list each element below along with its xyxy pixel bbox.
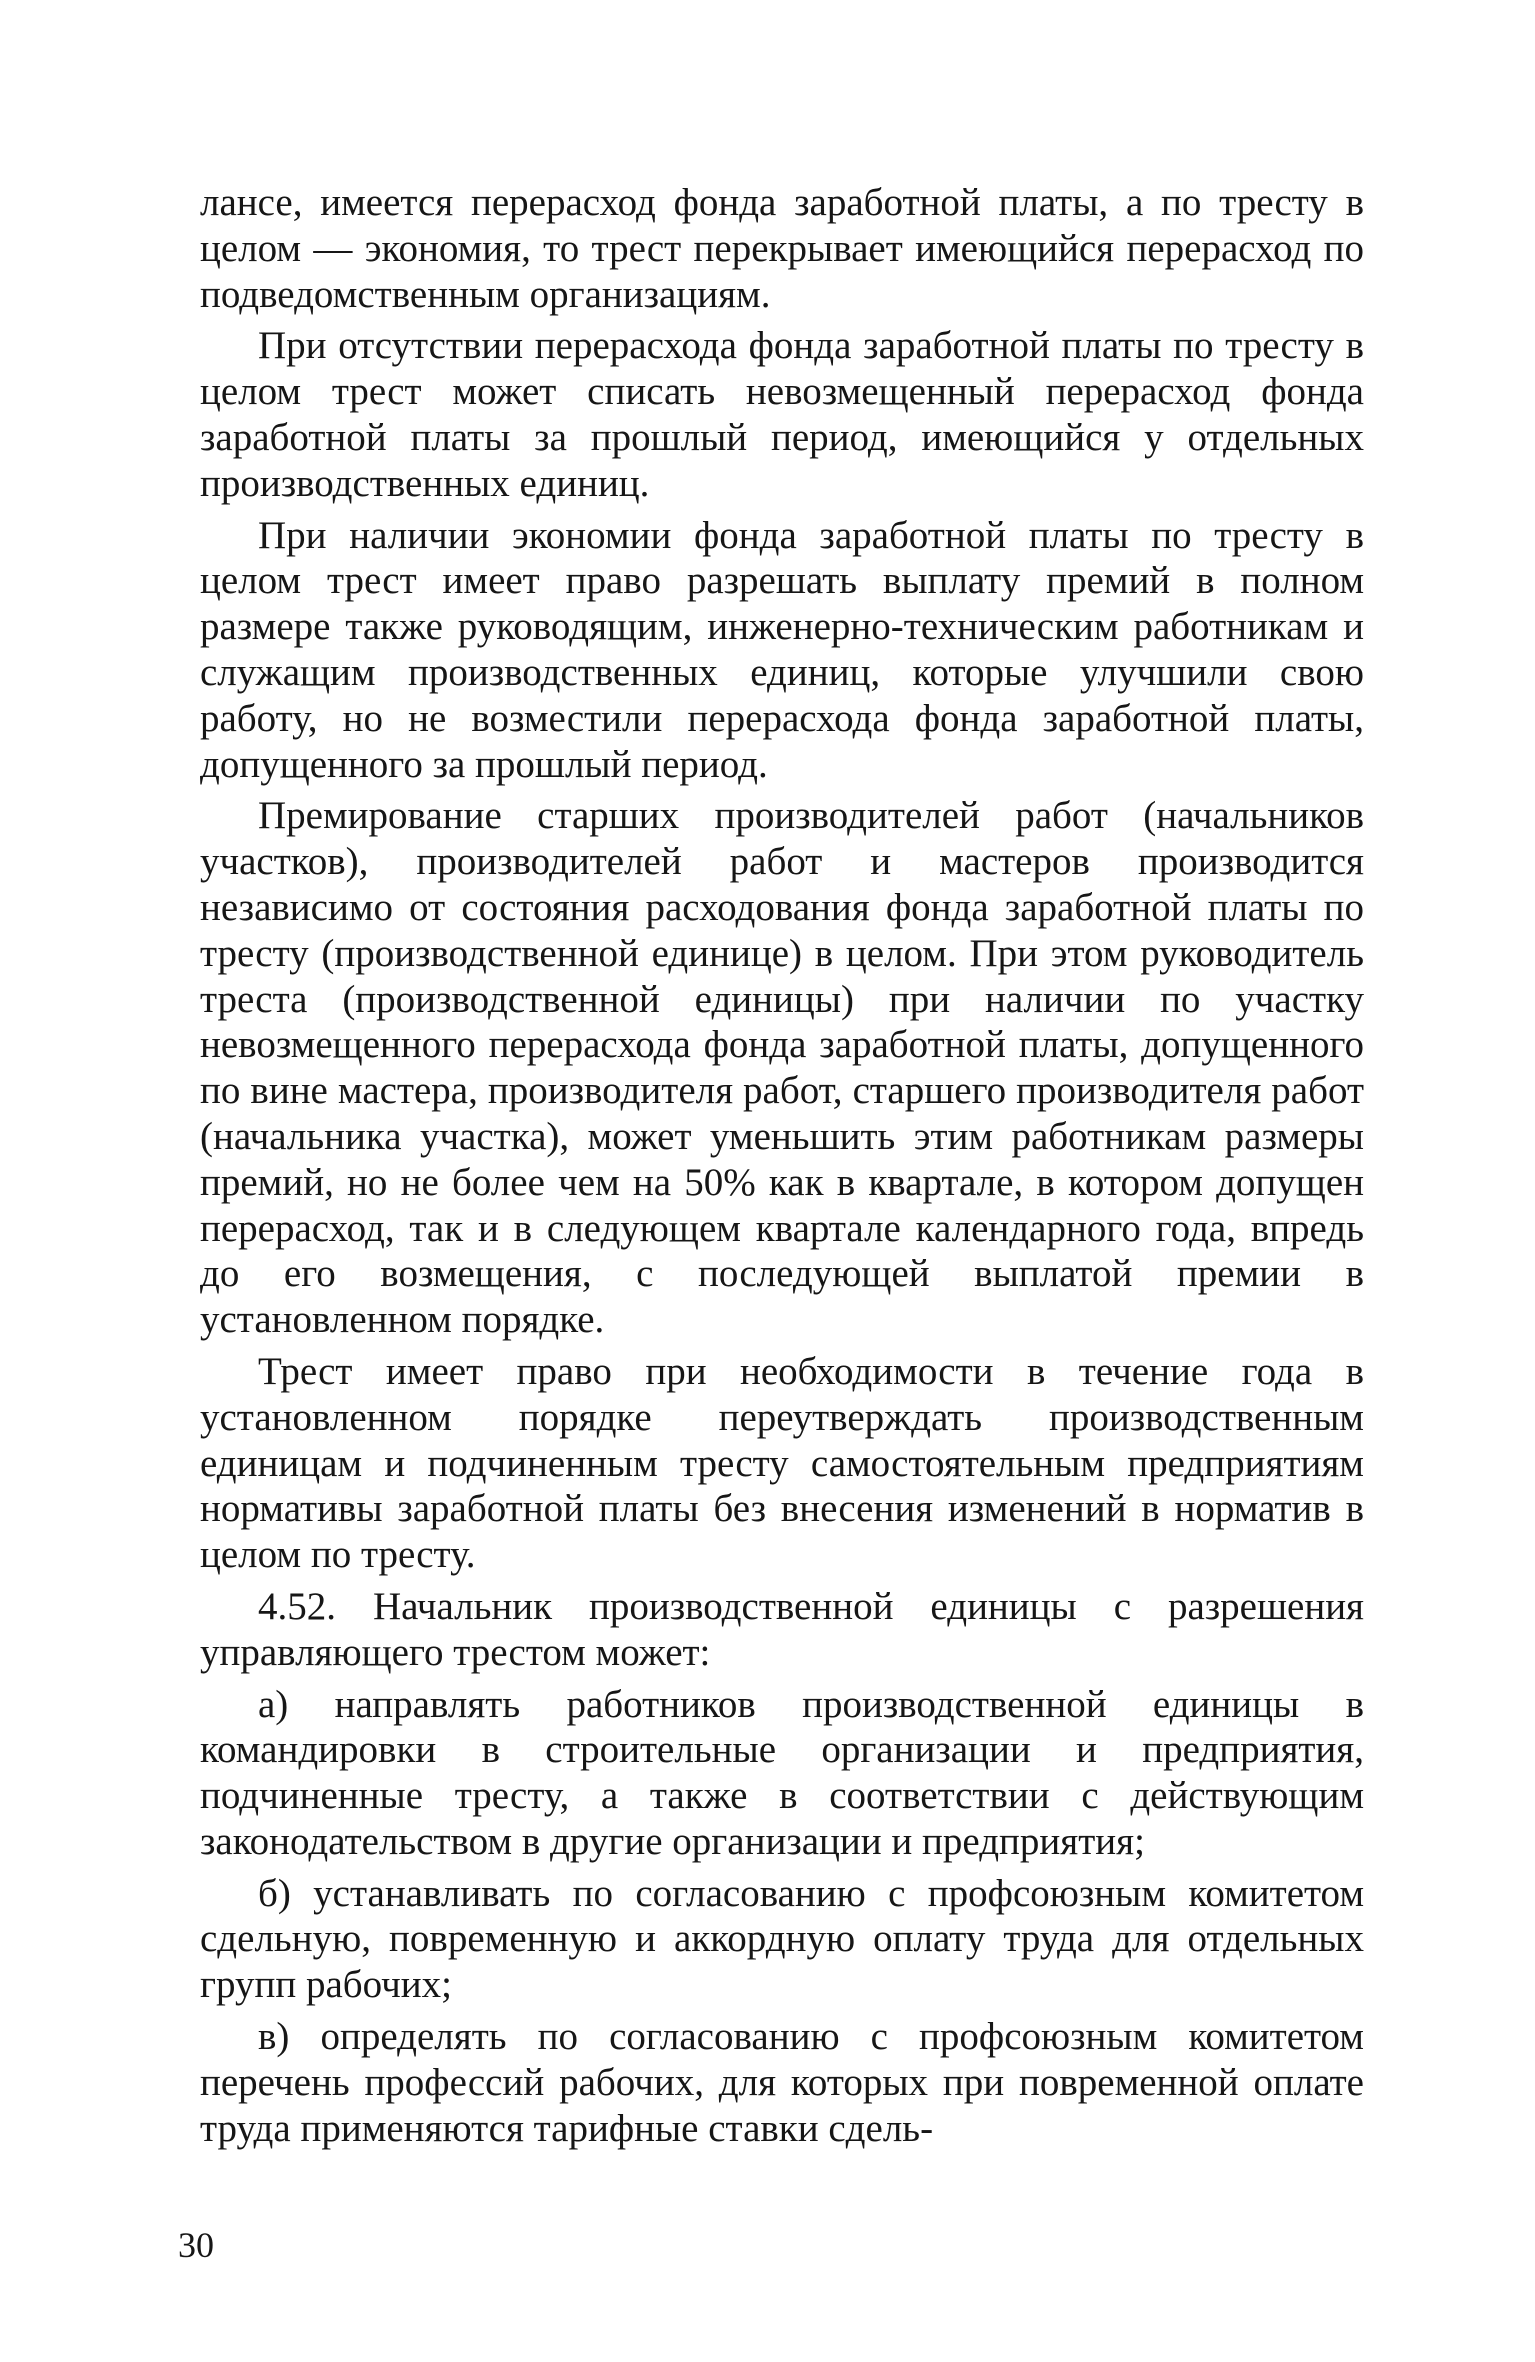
paragraph-continuation: лансе, имеется перерасход фонда заработной платы, а по тресту в целом — экономия, то трест перекрывает имеющийся перерасход по подведомственным организациям. (200, 181, 1364, 316)
page-number: 30 (178, 2225, 214, 2265)
paragraph-no-overspend: При отсутствии перерасхода фонда заработной платы по тресту в целом трест может списать невозмещенный перерасход фонда заработной платы за прошлый период, имеющийся у отдельных производственных единиц. (200, 324, 1364, 505)
paragraph-savings-bonus: При наличии экономии фонда заработной платы по тресту в целом трест имеет право разрешать выплату премий в полном размере также руководящим, инженерно-техническим работникам и служащим производственных единиц, которые улучшили свою работу, но не возместили перерасхода фонда заработной платы, допущенного за прошлый период. (200, 513, 1364, 786)
paragraph-reapproval: Трест имеет право при необходимости в течение года в установленном порядке переутверждать производственным единицам и подчиненным тресту самостоятельным предприятиям нормативы заработной платы без внесения изменений в норматив в целом по тресту. (200, 1349, 1364, 1577)
page-body (200, 180, 1364, 2157)
paragraph-section-4-52: 4.52. Начальник производственной единицы с разрешения управляющего трестом может: (200, 1584, 1364, 1674)
list-item-v: в) определять по согласованию с профсоюзным комитетом перечень профессий рабочих, для которых при повременной оплате труда применяются тарифные ставки сдель- (200, 2015, 1364, 2150)
paragraph-foreman-bonus: Премирование старших производителей работ (начальников участков), производителей работ и мастеров производится независимо от состояния расходования фонда заработной платы по тресту (производственной единице) в целом. При этом руководитель треста (производственной единицы) при наличии по участку невозмещенного перерасхода фонда заработной платы, допущенного по вине мастера, производителя работ, старшего производителя работ (начальника участка), может уменьшить этим работникам размеры премий, но не более чем на 50% как в квартале, в котором допущен перерасход, так и в следующем квартале календарного года, впредь до его возмещения, с последующей выплатой премии в установленном порядке. (200, 794, 1364, 1342)
list-item-b: б) устанавливать по согласованию с профсоюзным комитетом сдельную, повременную и аккордную оплату труда для отдельных групп рабочих; (200, 1871, 1364, 2007)
list-item-a: а) направлять работников производственной единицы в командировки в строительные организации и предприятия, подчиненные тресту, а также в соответствии с действующим законодательством в другие организации и предприятия; (200, 1682, 1364, 1863)
